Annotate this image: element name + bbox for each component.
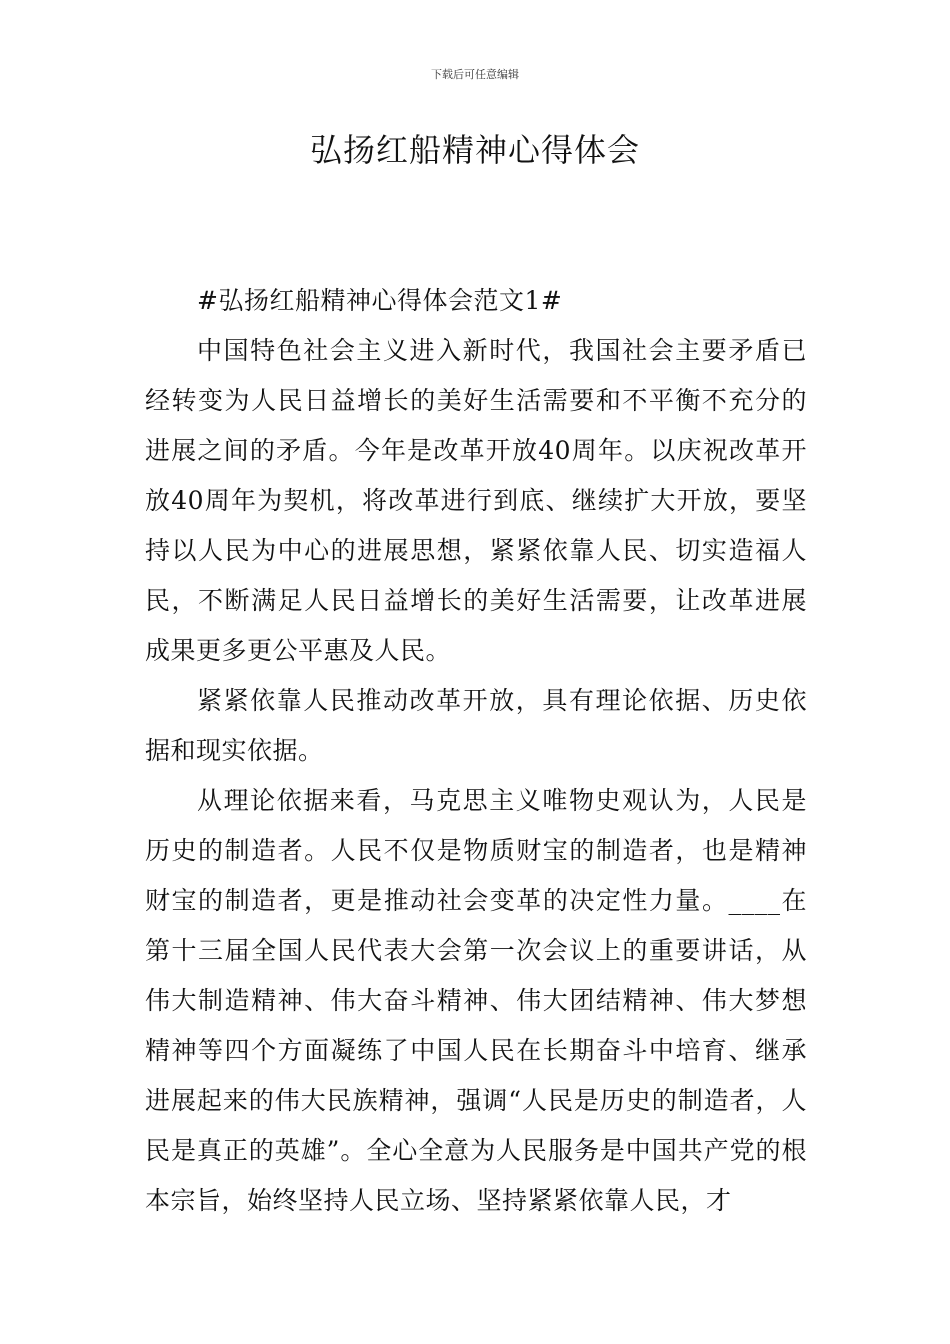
paragraph: 紧紧依靠人民推动改革开放，具有理论依据、历史依据和现实依据。 [145, 686, 807, 765]
document-title: 弘扬红船精神心得体会 [309, 131, 640, 169]
paragraph: 中国特色社会主义进入新时代，我国社会主要矛盾已经转变为人民日益增长的美好生活需要和不平衡不充分的进展之间的矛盾。今年是改革开放40周年。以庆祝改革开放40周年为契机，将改革进行到底、继续扩大开放，要坚持以人民为中心的进展思想，紧紧依靠人民、切实造福人民，不断满足人民日益增长的美好生活需要，让改革进展成果更多更公平惠及人民。 [145, 336, 807, 665]
paragraph: 从理论依据来看，马克思主义唯物史观认为，人民是历史的制造者。人民不仅是物质财宝的制造者，也是精神财宝的制造者，更是推动社会变革的决定性力量。____在第十三届全国人民代表大会第一次会议上的重要讲话，从伟大制造精神、伟大奋斗精神、伟大团结精神、伟大梦想精神等四个方面凝练了中国人民在长期奋斗中培育、继承进展起来的伟大民族精神，强调“人民是历史的制造者，人民是真正的英雄”。全心全意为人民服务是中国共产党的根本宗旨，始终坚持人民立场、坚持紧紧依靠人民，才 [145, 786, 807, 1215]
document-body [145, 276, 807, 1226]
section-heading: #弘扬红船精神心得体会范文1# [197, 286, 563, 315]
page-header-note: 下载后可任意编辑 [431, 68, 519, 81]
